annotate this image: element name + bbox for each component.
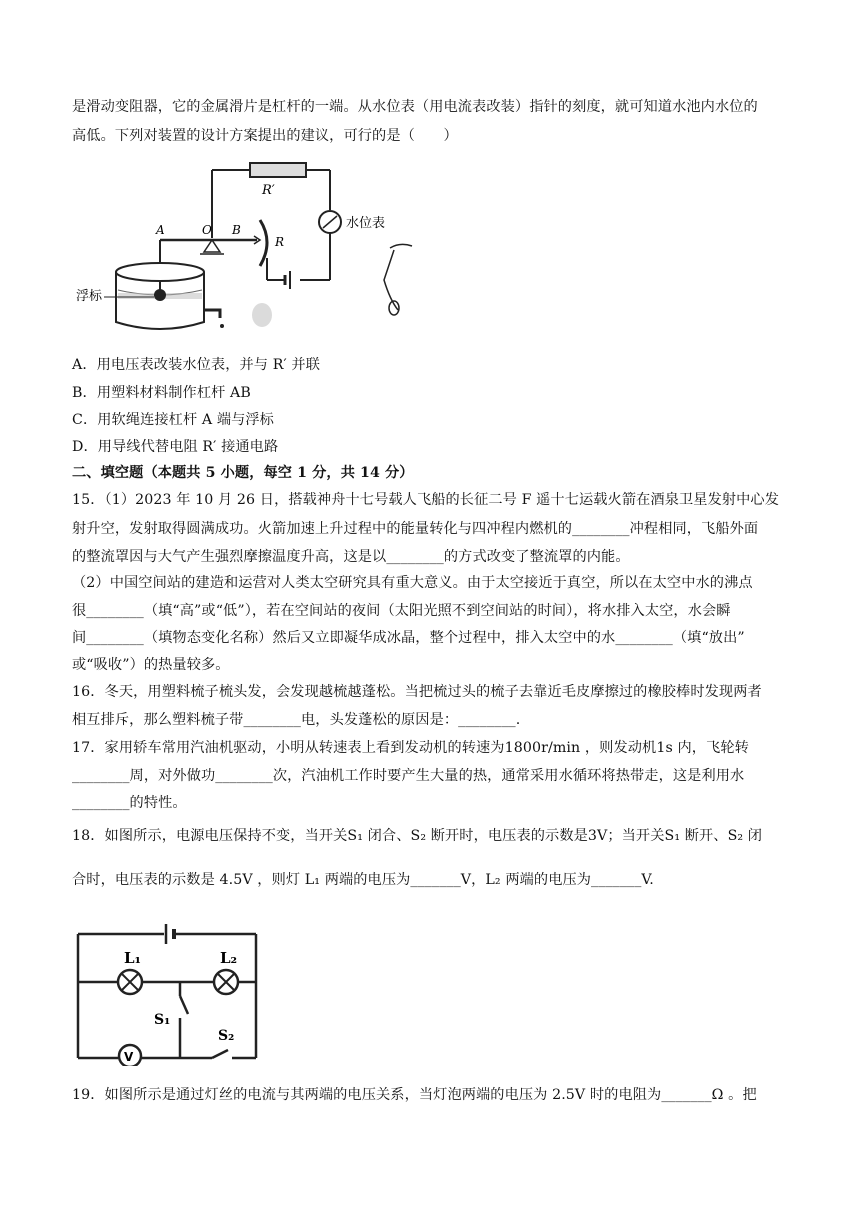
q15-line2: 射升空，发射取得圆满成功。火箭加速上升过程中的能量转化与四冲程内燃机的________冲程相同，飞船外面 (72, 521, 759, 537)
label-v: V (124, 1050, 134, 1064)
q17-line2: ________周，对外做功________次，汽油机工作时要产生大量的热，通常采用水循环将热带走，这是利用水 (72, 768, 745, 784)
q17-line1: 17．家用轿车常用汽油机驱动，小明从转速表上看到发动机的转速为1800r/min ，则发动机1s 内，飞轮转 (72, 740, 749, 756)
label-float: 浮标 (76, 289, 103, 304)
q14-intro-line1: 是滑动变阻器，它的金属滑片是杠杆的一端。从水位表（用电流表改装）指针的刻度，就可知道水池内水位的 (72, 99, 758, 115)
label-a: A (156, 223, 165, 237)
q15-line1: 15．（1）2023 年 10 月 26 日，搭载神舟十七号载人飞船的长征二号 F 遥十七运载火箭在酒泉卫星发射中心发 (72, 492, 780, 508)
q15-line7: 或“吸收”）的热量较多。 (72, 657, 230, 673)
q18-line1: 18．如图所示，电源电压保持不变，当开关S₁ 闭合、S₂ 断开时，电压表的示数是3V；当开关S₁ 断开、S₂ 闭 (72, 828, 763, 844)
label-meter: 水位表 (346, 216, 386, 231)
label-s1: S₁ (154, 1012, 171, 1028)
label-r: R (275, 235, 285, 249)
section2-heading: 二、填空题（本题共 5 小题，每空 1 分，共 14 分） (72, 465, 414, 481)
q18-line2: 合时，电压表的示数是 4.5V ，则灯 L₁ 两端的电压为_______V，L₂ 两端的电压为_______V. (72, 872, 654, 888)
q16-line2: 相互排斥，那么塑料梳子带________电，头发蓬松的原因是：________. (72, 712, 521, 728)
q19-line1: 19．如图所示是通过灯丝的电流与其两端的电压关系，当灯泡两端的电压为 2.5V 时的电阻为_______Ω 。把 (72, 1087, 757, 1103)
float-ball (154, 289, 166, 301)
q18-circuit-figure (72, 918, 262, 1066)
q17-line3: ________的特性。 (72, 795, 187, 811)
q14-option-b: B．用塑料材料制作杠杆 AB (72, 385, 251, 401)
q15-line3: 的整流罩因与大气产生强烈摩擦温度升高，这是以________的方式改变了整流罩的内能。 (72, 549, 630, 565)
q14-option-a: A．用电压表改装水位表，并与 R′ 并联 (72, 357, 320, 373)
label-r-prime: R′ (262, 183, 275, 198)
water-level-circuit-figure (72, 150, 452, 345)
q15-line5: 很________（填“高”或“低”），若在空间站的夜间（太阳光照不到空间站的时间），将水排入太空，水会瞬 (72, 603, 731, 619)
q14-option-d: D．用导线代替电阻 R′ 接通电路 (72, 439, 279, 455)
q15-line6: 间________（填物态变化名称）然后又立即凝华成冰晶，整个过程中，排入太空中的水________（填“放出” (72, 630, 745, 646)
label-l2: L₂ (220, 949, 238, 967)
label-b: B (232, 223, 241, 237)
label-o: O (202, 223, 212, 237)
resistor-r-prime (250, 163, 306, 177)
label-l1: L₁ (124, 949, 142, 967)
label-s2: S₂ (218, 1028, 235, 1044)
q15-line4: （2）中国空间站的建造和运营对人类太空研究具有重大意义。由于太空接近于真空，所以在太空中水的沸点 (72, 575, 753, 591)
q14-intro-line2: 高低。下列对装置的设计方案提出的建议，可行的是（ ） (72, 128, 458, 144)
q14-option-c: C．用软绳连接杠杆 A 端与浮标 (72, 412, 274, 428)
q16-line1: 16．冬天，用塑料梳子梳头发，会发现越梳越蓬松。当把梳过头的梳子去靠近毛皮摩擦过的橡胶棒时发现两者 (72, 684, 762, 700)
